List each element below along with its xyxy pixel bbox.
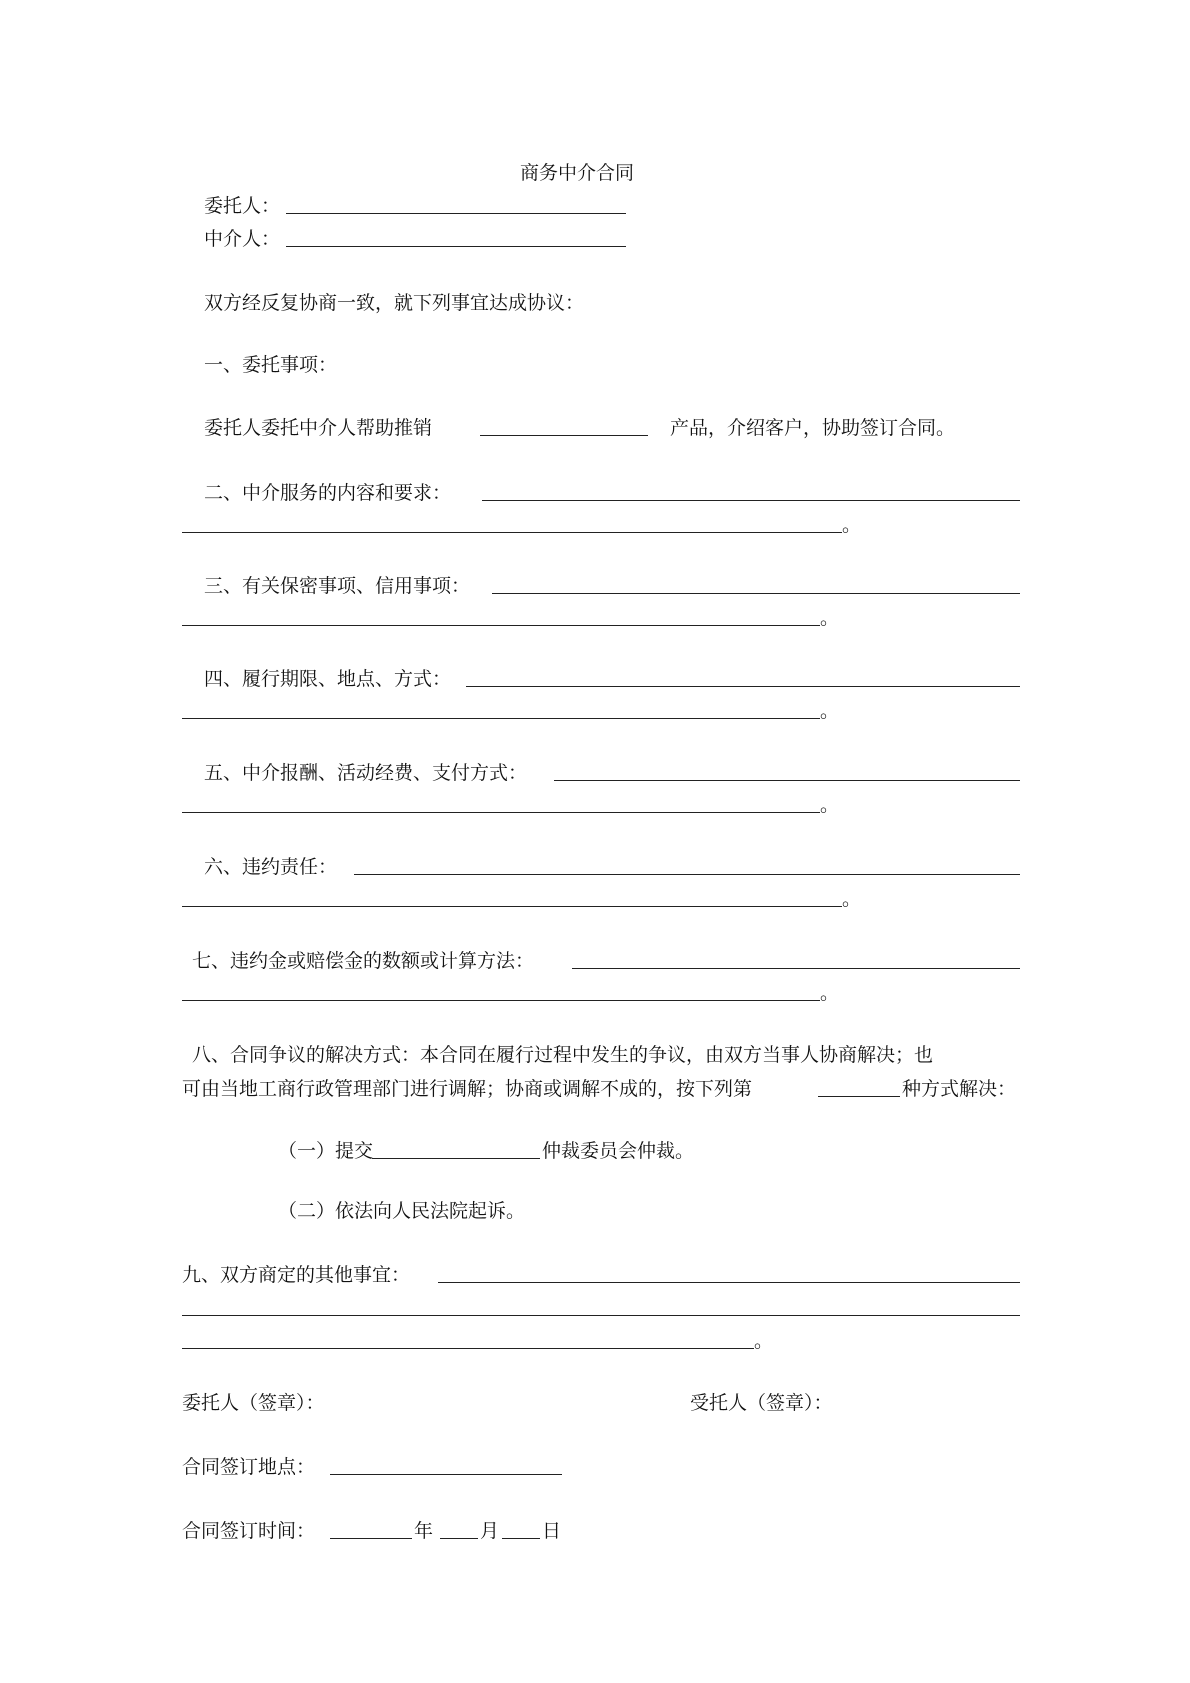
month-label: 月 [480,1520,500,1542]
section-4-blank-2[interactable] [182,718,820,719]
client-signature-label: 委托人（签章）： [182,1392,325,1414]
trustee-signature-label: 受托人（签章）： [690,1392,833,1414]
section-6-heading: 六、违约责任： [204,856,338,878]
section-8-line-2-a: 可由当地工商行政管理部门进行调解；协商或调解不成的，按下列第 [182,1078,753,1100]
agent-label: 中介人： [204,228,281,250]
option-1-text-b: 仲裁委员会仲裁。 [542,1140,695,1162]
section-3-period: 。 [820,607,840,629]
section-9-blank-3[interactable] [182,1348,754,1349]
section-6-blank-2[interactable] [182,906,842,907]
document-title: 商务中介合同 [520,162,635,184]
year-label: 年 [414,1520,434,1542]
client-blank[interactable] [286,213,626,214]
day-label: 日 [542,1520,562,1542]
section-5-blank-2[interactable] [182,812,820,813]
section-7-blank-1[interactable] [572,968,1020,969]
section-7-heading: 七、违约金或赔偿金的数额或计算方法： [192,950,535,972]
option-2-text: （二）依法向人民法院起诉。 [278,1200,526,1222]
year-blank[interactable] [330,1538,412,1539]
signing-place-blank[interactable] [330,1474,562,1475]
section-8-line-2-b: 种方式解决： [902,1078,1017,1100]
section-3-blank-1[interactable] [492,593,1020,594]
section-4-period: 。 [820,700,840,722]
section-2-blank-1[interactable] [482,500,1020,501]
section-2-heading: 二、中介服务的内容和要求： [204,482,452,504]
option-1-text-a: （一）提交 [278,1140,374,1162]
section-5-heading: 五、中介报酬、活动经费、支付方式： [204,762,528,784]
section-4-heading: 四、履行期限、地点、方式： [204,668,452,690]
section-3-blank-2[interactable] [182,625,820,626]
section-9-period: 。 [754,1330,774,1352]
section-7-blank-2[interactable] [182,1000,820,1001]
section-1-heading: 一、委托事项： [204,354,338,376]
client-label: 委托人： [204,195,281,217]
section-1-text-b: 产品，介绍客户，协助签订合同。 [670,417,956,439]
month-blank[interactable] [440,1538,478,1539]
section-2-period: 。 [842,514,862,536]
agent-blank[interactable] [286,246,626,247]
signing-place-label: 合同签订地点： [182,1456,316,1478]
section-5-blank-1[interactable] [554,780,1020,781]
method-number-blank[interactable] [818,1096,900,1097]
intro-text: 双方经反复协商一致，就下列事宜达成协议： [204,292,585,314]
section-9-blank-1[interactable] [438,1282,1020,1283]
section-2-blank-2[interactable] [182,532,842,533]
section-6-period: 。 [842,888,862,910]
section-5-period: 。 [820,794,840,816]
section-9-heading: 九、双方商定的其他事宜： [182,1264,411,1286]
section-6-blank-1[interactable] [354,874,1020,875]
section-3-heading: 三、有关保密事项、信用事项： [204,575,471,597]
section-7-period: 。 [820,982,840,1004]
signing-time-label: 合同签订时间： [182,1520,316,1542]
section-8-line-1: 八、合同争议的解决方式：本合同在履行过程中发生的争议，由双方当事人协商解决；也 [192,1044,934,1066]
section-9-blank-2[interactable] [182,1315,1020,1316]
arbitration-blank[interactable] [372,1158,540,1159]
product-blank[interactable] [480,435,648,436]
section-4-blank-1[interactable] [466,686,1020,687]
day-blank[interactable] [502,1538,540,1539]
section-1-text-a: 委托人委托中介人帮助推销 [204,417,433,439]
